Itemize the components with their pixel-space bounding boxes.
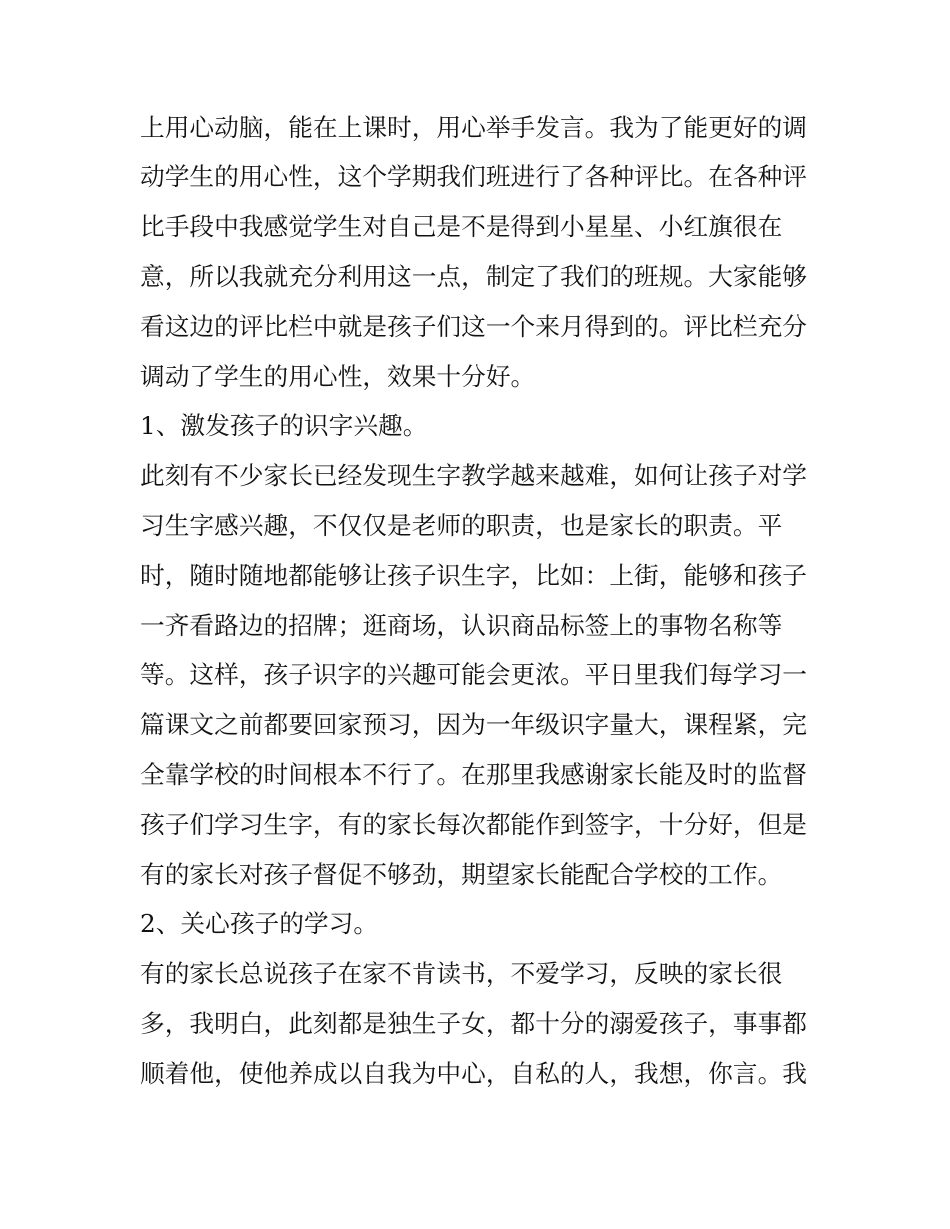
- text-line: 多，我明白，此刻都是独生子女，都十分的溺爱孩子，事事都: [140, 1009, 807, 1038]
- text-line: 顺着他，使他养成以自我为中心，自私的人，我想，你言。我: [140, 1059, 807, 1088]
- text-line: 看这边的评比栏中就是孩子们这一个来月得到的。评比栏充分: [140, 312, 807, 341]
- text-line: 篇课文之前都要回家预习，因为一年级识字量大，课程紧，完: [140, 710, 807, 739]
- text-line: 此刻有不少家长已经发现生字教学越来越难，如何让孩子对学: [140, 461, 807, 490]
- section-heading: 1、激发孩子的识字兴趣。: [140, 411, 428, 440]
- text-line: 意，所以我就充分利用这一点，制定了我们的班规。大家能够: [140, 262, 807, 291]
- text-line: 有的家长总说孩子在家不肯读书，不爱学习，反映的家长很: [140, 959, 783, 988]
- text-line: 全靠学校的时间根本不行了。在那里我感谢家长能及时的监督: [140, 760, 807, 789]
- text-line: 调动了学生的用心性，效果十分好。: [140, 362, 536, 391]
- text-line: 等。这样，孩子识字的兴趣可能会更浓。平日里我们每学习一: [140, 660, 807, 689]
- text-line: 习生字感兴趣，不仅仅是老师的职责，也是家长的职责。平: [140, 511, 783, 540]
- text-line: 动学生的用心性，这个学期我们班进行了各种评比。在各种评: [140, 162, 807, 191]
- text-line: 上用心动脑，能在上课时，用心举手发言。我为了能更好的调: [140, 113, 807, 142]
- text-line: 比手段中我感觉学生对自己是不是得到小星星、小红旗很在: [140, 212, 783, 241]
- text-line: 时，随时随地都能够让孩子识生字，比如：上街，能够和孩子: [140, 561, 807, 590]
- text-line: 一齐看路边的招牌；逛商场，认识商品标签上的事物名称等: [140, 611, 783, 640]
- text-line: 孩子们学习生字，有的家长每次都能作到签字，十分好，但是: [140, 810, 807, 839]
- text-line: 有的家长对孩子督促不够劲，期望家长能配合学校的工作。: [140, 860, 783, 889]
- section-heading: 2、关心孩子的学习。: [140, 909, 379, 938]
